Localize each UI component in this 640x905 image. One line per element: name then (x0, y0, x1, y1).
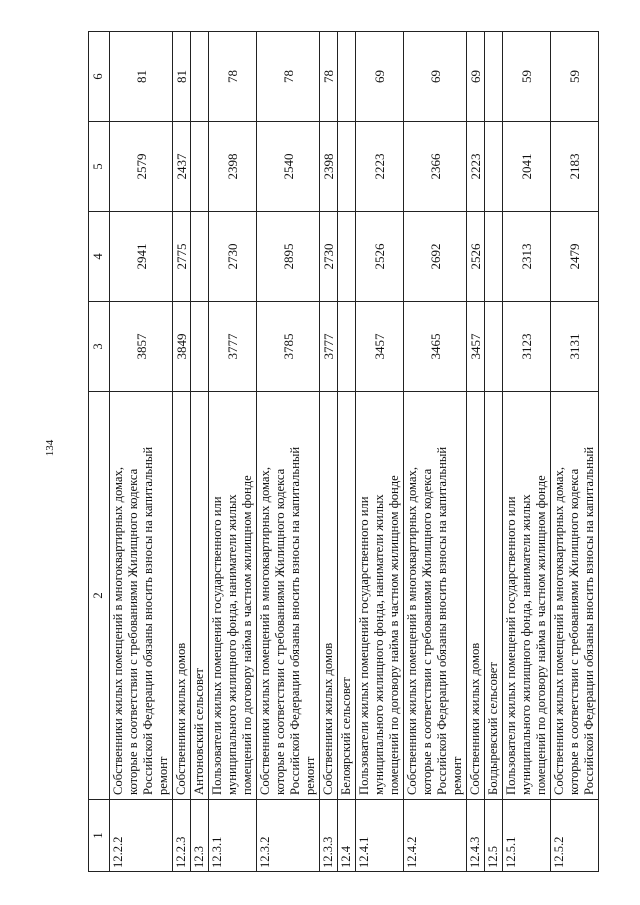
description-line: которые в соответствии с требованиями Жилищного кодекса (420, 468, 434, 795)
description-line: Собственники жилых помещений в многоквартирных домах, (552, 467, 566, 795)
value-cell-c6: 81 (173, 32, 191, 122)
page-number: 134 (44, 439, 56, 457)
row-code: 12.2.3 (173, 800, 191, 872)
value-cell-c6: 59 (551, 32, 599, 122)
value-cell-c6: 78 (320, 32, 338, 122)
table-row (110, 32, 173, 872)
description-line: Собственники жилых помещений в многоквартирных домах, (111, 467, 125, 795)
description-line: Российской Федерации обязаны вносить взносы на капитальный (582, 446, 596, 795)
header-cell: 1 (89, 800, 110, 872)
description-line: помещений по договору найма в частном жилищном фонде (387, 475, 401, 795)
row-code: 12.3.2 (257, 800, 320, 872)
description-line: Российской Федерации обязаны вносить взносы на капитальный (435, 446, 449, 795)
value-cell-c4: 2941 (110, 212, 173, 302)
description-line: Российской Федерации обязаны вносить взносы на капитальный (141, 446, 155, 795)
description-line: Белоярский сельсовет (339, 677, 353, 795)
value-cell-c5: 2366 (404, 122, 467, 212)
table-row (467, 32, 485, 872)
value-cell-c3: 3457 (467, 302, 485, 392)
value-cell-c3: 3123 (503, 302, 551, 392)
table-row (257, 32, 320, 872)
table-row (191, 32, 209, 872)
value-cell-c6: 69 (467, 32, 485, 122)
header-cell: 4 (89, 212, 110, 302)
tariff-table (88, 31, 599, 872)
table-row (551, 32, 599, 872)
description-line: помещений по договору найма в частном жилищном фонде (534, 475, 548, 795)
value-cell-c6: 59 (503, 32, 551, 122)
value-cell-c3: 3465 (404, 302, 467, 392)
description-line: помещений по договору найма в частном жилищном фонде (240, 475, 254, 795)
rotated-table-container (88, 32, 628, 872)
row-code: 12.3 (191, 800, 209, 872)
value-cell-c4: 2313 (503, 212, 551, 302)
row-code: 12.3.1 (209, 800, 257, 872)
value-cell-c6: 78 (257, 32, 320, 122)
header-cell: 5 (89, 122, 110, 212)
row-code: 12.2.2 (110, 800, 173, 872)
row-description (191, 392, 209, 800)
value-cell-c5 (485, 122, 503, 212)
value-cell-c6 (485, 32, 503, 122)
description-line: Пользователи жилых помещений государственного или (210, 496, 224, 795)
row-description (338, 392, 356, 800)
value-cell-c4: 2775 (173, 212, 191, 302)
value-cell-c3: 3131 (551, 302, 599, 392)
value-cell-c6: 69 (404, 32, 467, 122)
description-line: Собственники жилых помещений в многоквартирных домах, (258, 467, 272, 795)
table-row (173, 32, 191, 872)
description-line: которые в соответствии с требованиями Жилищного кодекса (126, 468, 140, 795)
value-cell-c3: 3777 (320, 302, 338, 392)
row-code: 12.5 (485, 800, 503, 872)
value-cell-c4: 2479 (551, 212, 599, 302)
value-cell-c3: 3785 (257, 302, 320, 392)
value-cell-c5: 2223 (467, 122, 485, 212)
header-cell: 2 (89, 392, 110, 800)
description-line: Пользователи жилых помещений государственного или (357, 496, 371, 795)
value-cell-c3 (485, 302, 503, 392)
row-description (209, 392, 257, 800)
table-row (485, 32, 503, 872)
table-row (503, 32, 551, 872)
description-line: ремонт (303, 756, 317, 795)
header-cell: 3 (89, 302, 110, 392)
table-body (110, 32, 599, 872)
value-cell-c6: 81 (110, 32, 173, 122)
table-row (356, 32, 404, 872)
description-line: Собственники жилых домов (468, 642, 482, 795)
description-line: Антоновский сельсовет (192, 668, 206, 795)
table-row (338, 32, 356, 872)
value-cell-c3: 3849 (173, 302, 191, 392)
value-cell-c4: 2692 (404, 212, 467, 302)
description-line: которые в соответствии с требованиями Жилищного кодекса (567, 468, 581, 795)
row-description (485, 392, 503, 800)
row-description (467, 392, 485, 800)
value-cell-c5: 2183 (551, 122, 599, 212)
row-code: 12.5.1 (503, 800, 551, 872)
row-description (356, 392, 404, 800)
value-cell-c5 (191, 122, 209, 212)
value-cell-c3: 3457 (356, 302, 404, 392)
row-code: 12.3.3 (320, 800, 338, 872)
value-cell-c4 (485, 212, 503, 302)
description-line: ремонт (450, 756, 464, 795)
value-cell-c6 (191, 32, 209, 122)
value-cell-c6 (338, 32, 356, 122)
value-cell-c5: 2398 (320, 122, 338, 212)
description-line: муниципального жилищного фонда, наниматели жилых (225, 494, 239, 795)
table-row (320, 32, 338, 872)
value-cell-c4: 2730 (209, 212, 257, 302)
value-cell-c4: 2730 (320, 212, 338, 302)
value-cell-c6: 78 (209, 32, 257, 122)
description-line: Собственники жилых домов (174, 642, 188, 795)
row-description (320, 392, 338, 800)
description-line: Собственники жилых помещений в многоквартирных домах, (405, 467, 419, 795)
value-cell-c4: 2526 (467, 212, 485, 302)
value-cell-c5: 2540 (257, 122, 320, 212)
value-cell-c3 (338, 302, 356, 392)
value-cell-c5: 2398 (209, 122, 257, 212)
table-row (209, 32, 257, 872)
value-cell-c4: 2526 (356, 212, 404, 302)
value-cell-c3: 3857 (110, 302, 173, 392)
row-description (503, 392, 551, 800)
row-code: 12.4.2 (404, 800, 467, 872)
row-description (551, 392, 599, 800)
description-line: которые в соответствии с требованиями Жилищного кодекса (273, 468, 287, 795)
header-cell: 6 (89, 32, 110, 122)
row-description (257, 392, 320, 800)
row-description (110, 392, 173, 800)
value-cell-c4 (191, 212, 209, 302)
description-line: Пользователи жилых помещений государственного или (504, 496, 518, 795)
row-code: 12.5.2 (551, 800, 599, 872)
value-cell-c5 (338, 122, 356, 212)
description-line: Собственники жилых домов (321, 642, 335, 795)
row-code: 12.4.1 (356, 800, 404, 872)
value-cell-c5: 2223 (356, 122, 404, 212)
description-line: муниципального жилищного фонда, наниматели жилых (372, 494, 386, 795)
row-description (173, 392, 191, 800)
value-cell-c6: 69 (356, 32, 404, 122)
description-line: Российской Федерации обязаны вносить взносы на капитальный (288, 446, 302, 795)
table-row (404, 32, 467, 872)
value-cell-c3 (191, 302, 209, 392)
row-code: 12.4 (338, 800, 356, 872)
row-description (404, 392, 467, 800)
value-cell-c5: 2579 (110, 122, 173, 212)
table-header-row (89, 32, 110, 872)
value-cell-c5: 2041 (503, 122, 551, 212)
description-line: муниципального жилищного фонда, наниматели жилых (519, 494, 533, 795)
value-cell-c4: 2895 (257, 212, 320, 302)
value-cell-c3: 3777 (209, 302, 257, 392)
value-cell-c5: 2437 (173, 122, 191, 212)
description-line: ремонт (156, 756, 170, 795)
value-cell-c4 (338, 212, 356, 302)
description-line: Болдыревский сельсовет (486, 662, 500, 795)
row-code: 12.4.3 (467, 800, 485, 872)
